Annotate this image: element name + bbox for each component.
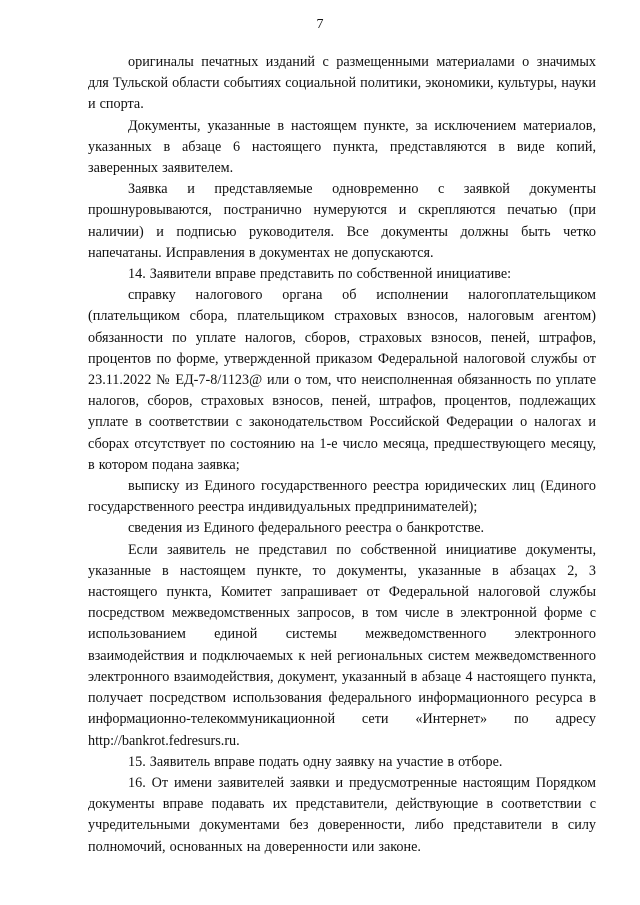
paragraph-item-16: 16. От имени заявителей заявки и предусмотренные настоящим Порядком документы вправе подавать их представители, действующие в соответствии с учредительными документами без доверенности, либо представители в силу полномочий, основанных на доверенности или законе. [88, 774, 596, 855]
paragraph-bankruptcy-info: сведения из Единого федерального реестра о банкротстве. [128, 520, 485, 537]
paragraph-item-15: 15. Заявитель вправе подать одну заявку на участие в отборе. [128, 753, 503, 770]
paragraph-interagency-requests: Если заявитель не представил по собственной инициативе документы, указанные в настоящем пункте, то документы, указанные в абзацах 2, 3 настоящего пункта, Комитет запрашивает от Федеральной налоговой службы посредством межведомственных запросов, в том числе в электронной форме с использованием единой системы межведомственного электронного взаимодействия и подключаемых к ней региональных систем межведомственного электронного взаимодействия, документ, указанный в абзаце 4 настоящего пункта, получает посредством использования федерального информационного ресурса в информационно-телекоммуникационной сети «Интернет» по адресу http://bankrot.fedresurs.ru. [88, 541, 596, 749]
paragraph-item-14: 14. Заявители вправе представить по собственной инициативе: [128, 266, 512, 283]
paragraph-originals: оригиналы печатных изданий с размещенными материалами о значимых для Тульской области событиях социальной политики, экономики, культуры, науки и спорта. [88, 54, 596, 113]
paragraph-binding: Заявка и представляемые одновременно с заявкой документы прошнуровываются, постранично нумеруются и скрепляются печатью (при наличии) и подписью руководителя. Все документы должны быть четко напечатаны. Исправления в документах не допускаются. [88, 181, 596, 261]
document-body [88, 52, 596, 858]
page-number: 7 [316, 17, 324, 32]
paragraph-copies: Документы, указанные в настоящем пункте, за исключением материалов, указанных в абзаце 6 настоящего пункта, представляются в виде копий, заверенных заявителем. [88, 117, 596, 177]
paragraph-registry-extract: выписку из Единого государственного реестра юридических лиц (Единого государственного реестра индивидуальных предпринимателей); [88, 478, 596, 516]
paragraph-tax-certificate: справку налогового органа об исполнении налогоплательщиком (плательщиком сбора, плательщиком страховых взносов, налоговым агентом) обязанности по уплате налогов, сборов, страховых взносов, пеней, штрафов, процентов по форме, утвержденной приказом Федеральной налоговой службы от 23.11.2022 № ЕД-7-8/1123@ или о том, что неисполненная обязанность по уплате налогов, сборов, страховых взносов, пеней, штрафов, процентов, подлежащих уплате в соответствии с законодательством Российской Федерации о налогах и сборах отсутствует по состоянию на 1-е число месяца, предшествующего месяцу, в котором подана заявка; [88, 287, 596, 473]
